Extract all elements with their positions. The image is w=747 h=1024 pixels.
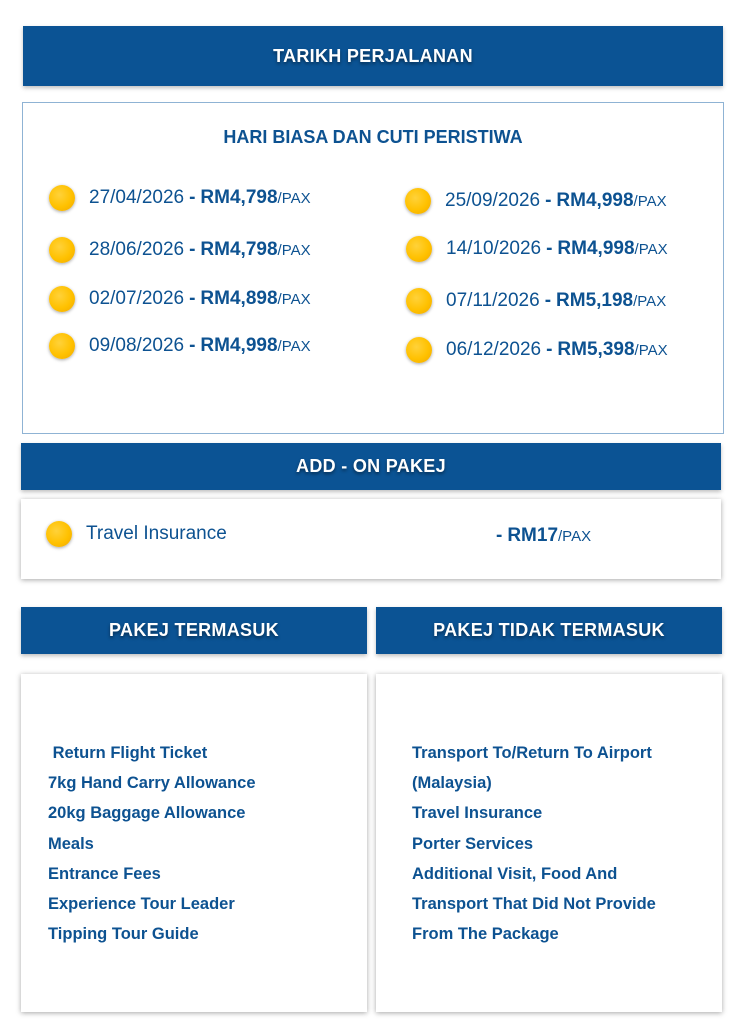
bullet-circle-icon: [49, 286, 75, 312]
price-unit: /PAX: [633, 292, 667, 310]
date-option[interactable]: [406, 288, 666, 314]
separator: -: [546, 238, 553, 259]
price-text: RM4,798: [200, 187, 278, 208]
price-unit: /PAX: [558, 527, 592, 545]
excluded-panel: [376, 674, 722, 1012]
separator: -: [189, 288, 196, 309]
included-list: [48, 738, 357, 949]
included-panel: [21, 674, 367, 1012]
price-text: RM4,998: [557, 238, 635, 259]
separator: -: [544, 290, 552, 311]
price-text: RM17: [507, 525, 559, 546]
date-option[interactable]: [406, 236, 668, 262]
date-text: 28/06/2026: [89, 239, 185, 260]
bullet-circle-icon: [406, 337, 432, 363]
separator: -: [546, 339, 553, 360]
list-item: 7kg Hand Carry Allowance: [48, 774, 256, 793]
separator: -: [189, 239, 196, 260]
addon-item-label: Travel Insurance: [86, 523, 227, 544]
price-unit: /PAX: [277, 290, 311, 308]
price-text: RM4,998: [200, 335, 278, 356]
bullet-circle-icon: [405, 188, 431, 214]
date-text: 06/12/2026: [446, 339, 542, 360]
price-text: RM4,798: [200, 239, 278, 260]
list-item: Meals: [48, 834, 94, 853]
date-option[interactable]: [405, 188, 667, 214]
bullet-circle-icon: [49, 333, 75, 359]
date-option[interactable]: [49, 286, 311, 312]
separator: -: [496, 525, 503, 546]
travel-dates-subtitle: HARI BIASA DAN CUTI PERISTIWA: [223, 127, 523, 147]
date-option[interactable]: [49, 237, 311, 263]
addon-panel: [21, 499, 721, 579]
list-item: Transport To/Return To Airport: [412, 744, 652, 762]
included-header: PAKEJ TERMASUK: [21, 607, 367, 654]
price-text: RM5,398: [557, 339, 635, 360]
bullet-circle-icon: [46, 521, 72, 547]
price-unit: /PAX: [277, 337, 311, 355]
date-text: 02/07/2026: [89, 288, 185, 309]
addon-header: ADD - ON PAKEJ: [21, 443, 721, 490]
list-item: Travel Insurance: [412, 804, 543, 823]
separator: -: [189, 335, 196, 356]
date-text: 09/08/2026: [89, 335, 185, 356]
list-item: Experience Tour Leader: [48, 895, 235, 914]
list-item: Transport That Did Not Provide: [412, 895, 656, 914]
excluded-list: [412, 738, 712, 949]
price-unit: /PAX: [634, 341, 668, 359]
price-unit: /PAX: [634, 240, 668, 258]
price-unit: /PAX: [277, 189, 311, 207]
price-text: RM5,198: [556, 290, 634, 311]
date-option[interactable]: [406, 337, 668, 363]
date-text: 27/04/2026: [89, 187, 185, 208]
list-item: 20kg Baggage Allowance: [48, 804, 246, 823]
date-option[interactable]: [49, 333, 311, 359]
date-option[interactable]: [49, 185, 311, 211]
list-item: Additional Visit, Food And: [412, 864, 618, 883]
list-item: Return Flight Ticket: [48, 744, 208, 762]
price-unit: /PAX: [277, 241, 311, 259]
list-item: Tipping Tour Guide: [48, 925, 199, 944]
separator: -: [545, 190, 552, 211]
bullet-circle-icon: [406, 288, 432, 314]
bullet-circle-icon: [49, 185, 75, 211]
bullet-circle-icon: [406, 236, 432, 262]
price-text: RM4,898: [200, 288, 278, 309]
separator: -: [189, 187, 196, 208]
excluded-header: PAKEJ TIDAK TERMASUK: [376, 607, 722, 654]
price-unit: /PAX: [633, 192, 667, 210]
list-item: (Malaysia): [412, 774, 492, 793]
list-item: Entrance Fees: [48, 864, 161, 883]
date-text: 14/10/2026: [446, 238, 542, 259]
addon-price: [496, 525, 591, 547]
addon-option[interactable]: [46, 521, 227, 547]
list-item: From The Package: [412, 925, 559, 944]
date-text: 25/09/2026: [445, 190, 541, 211]
travel-dates-panel: [22, 102, 724, 434]
price-text: RM4,998: [556, 190, 634, 211]
travel-dates-header: TARIKH PERJALANAN: [23, 26, 723, 86]
list-item: Porter Services: [412, 834, 534, 853]
bullet-circle-icon: [49, 237, 75, 263]
date-text: 07/11/2026: [446, 290, 540, 311]
